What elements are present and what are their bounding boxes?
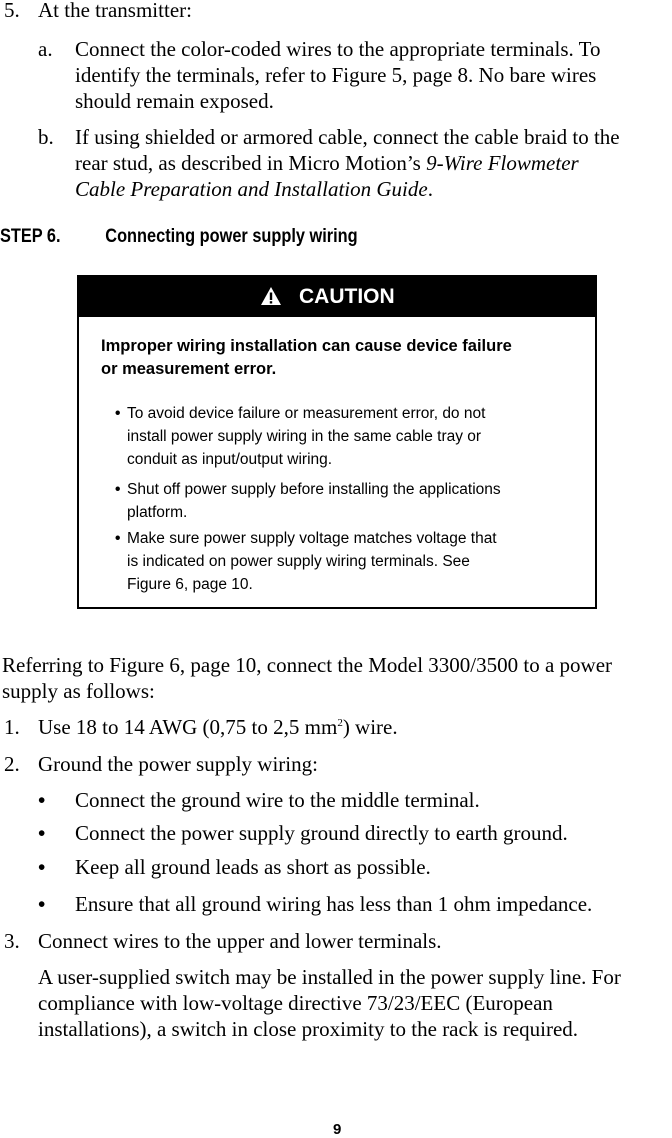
step-6-title: Connecting power supply wiring xyxy=(105,226,358,247)
warning-icon xyxy=(260,286,282,306)
step-5-number: 5. xyxy=(4,0,20,22)
caution-box xyxy=(77,275,597,609)
bullet: • xyxy=(38,892,46,916)
step-1-text: Use 18 to 14 AWG (0,75 to 2,5 $mm^2$) wire. xyxy=(38,715,398,739)
step-5a-line: should remain exposed. xyxy=(75,89,274,113)
ground-bullet-item: Connect the ground wire to the middle terminal. xyxy=(75,788,480,812)
caution-title: CAUTION xyxy=(299,285,395,308)
step-5b-line: rear stud, as described in Micro Motion’s 9-Wire Flowmeter xyxy=(75,151,579,175)
bullet: • xyxy=(115,530,121,547)
step-5-text: At the transmitter: xyxy=(38,0,192,22)
ground-bullet-item: Connect the power supply ground directly to earth ground. xyxy=(75,821,568,845)
step-5a-line: Connect the color-coded wires to the appropriate terminals. To xyxy=(75,37,601,61)
step-5a-letter: a. xyxy=(38,37,53,61)
bullet: • xyxy=(115,481,121,498)
caution-body: Improper wiring installation can cause device failure or measurement error. • To avoid device failure or measurement error, do not install power supply wiring in the same cable tray or conduit as input/output wiring. • Shut off power supply before installing the applications platform. • Make sure power supply voltage matches voltage that is indicated on power supply wiring terminals. See Figure 6, page 10. xyxy=(101,335,581,381)
step-6-label: STEP 6. xyxy=(0,226,61,247)
bullet: • xyxy=(115,405,121,422)
step-3-text: Connect wires to the upper and lower terminals. xyxy=(38,929,442,953)
step-5b-letter: b. xyxy=(38,125,54,149)
ground-bullet-item: Ensure that all ground wiring has less than 1 ohm impedance. xyxy=(75,892,593,916)
caution-lead: Improper wiring installation can cause device failure or measurement error. xyxy=(101,337,512,378)
bullet: • xyxy=(38,788,46,812)
step-3-note-line: installations), a switch in close proximity to the rack is required. xyxy=(38,1017,579,1041)
step-5a-line: identify the terminals, refer to Figure 5, page 8. No bare wires xyxy=(75,63,597,87)
caution-header xyxy=(79,277,595,317)
step-3-note-line: A user-supplied switch may be installed in the power supply line. For xyxy=(38,965,621,989)
step-3-number: 3. xyxy=(4,929,20,953)
bullet: • xyxy=(38,855,46,879)
step-5b-line: If using shielded or armored cable, connect the cable braid to the xyxy=(75,125,620,149)
step-1-number: 1. xyxy=(4,715,20,739)
bullet: • xyxy=(38,821,46,845)
intro-line: supply as follows: xyxy=(2,679,155,703)
intro-line: Referring to Figure 6, page 10, connect the Model 3300/3500 to a power xyxy=(2,653,613,677)
step-2-number: 2. xyxy=(4,752,20,776)
guide-title-italic: 9-Wire Flowmeter xyxy=(426,151,579,175)
step-6-heading xyxy=(0,226,358,248)
guide-title-italic: Cable Preparation and Installation Guide xyxy=(75,177,428,201)
step-3-note-line: compliance with low-voltage directive 73/23/EEC (European xyxy=(38,991,553,1015)
page-number: 9 xyxy=(333,1121,342,1138)
step-5b-line: Cable Preparation and Installation Guide. xyxy=(75,177,433,201)
ground-bullet-item: Keep all ground leads as short as possible. xyxy=(75,855,431,879)
step-2-text: Ground the power supply wiring: xyxy=(38,752,318,776)
